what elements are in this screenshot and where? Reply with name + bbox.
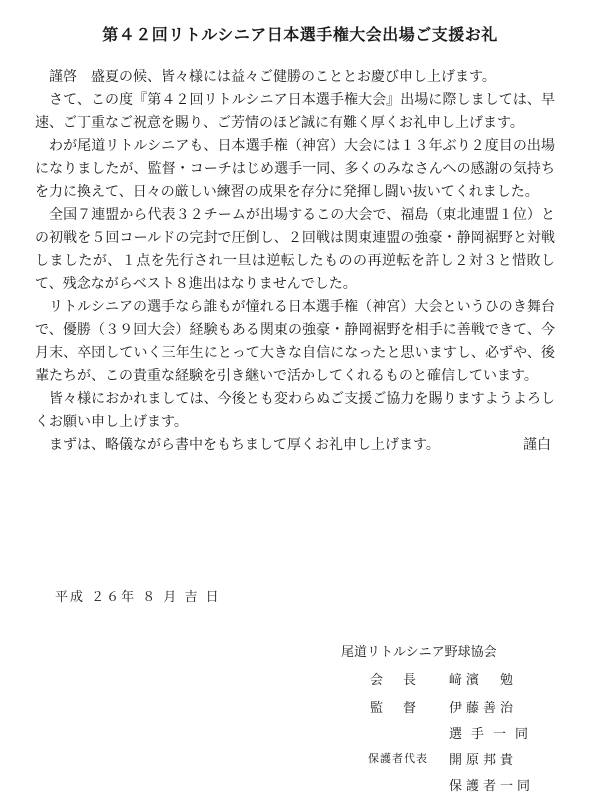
chairman-name: 﨑濱 勉 — [449, 673, 518, 688]
organization-name: 尾道リトルシニア野球協会 — [341, 645, 497, 660]
letter-date: 平成 ２６年 ８ 月 吉 日 — [55, 590, 221, 605]
results-paragraph: 全国７連盟から代表３２チームが出場するこの大会で、福島（東北連盟１位）との初戦を５回コールドの完封で圧倒し、２回戦は関東連盟の強豪・静岡裾野と対戦しましたが、１点を先行され一旦は逆転したものの再逆転を許し２対３と惜敗して、残念ながらベスト８進出はなりませんでした。 — [35, 207, 555, 292]
reflection-paragraph: リトルシニアの選手なら誰もが憧れる日本選手権（神宮）大会というひのき舞台で、優勝（３９回大会）経験もある関東の強豪・静岡裾野を相手に善戦できて、今月末、卒団していく三年生にとって大きな自信になったと思いますし、必ずや、後輩たちが、この貴重な経験を引き継いで活かしてくれるものと確信しています。 — [35, 299, 555, 384]
closing-word: 謹白 — [523, 437, 551, 453]
guardian-role: 保護者代表 — [368, 752, 428, 765]
thanks-paragraph: さて、この度『第４２回リトルシニア日本選手権大会』出場に際しましては、早速、ご丁重なご祝意を賜り、ご芳情のほど誠に有難く厚くお礼申し上げます。 — [35, 92, 555, 131]
manager-name: 伊藤善治 — [449, 701, 518, 716]
chairman-role: 会長 — [370, 673, 437, 688]
closing-line: まずは、略儀ながら書中をもちまして厚くお礼申し上げます。 — [49, 437, 440, 453]
letter-title: 第４２回リトルシニア日本選手権大会出場ご支援お礼 — [102, 25, 498, 44]
letter-body — [35, 66, 555, 457]
greeting-paragraph: 謹啓 盛夏の候、皆々様には益々ご健勝のこととお慶び申し上げます。 — [49, 69, 496, 85]
closing-paragraph — [35, 434, 555, 457]
request-paragraph: 皆々様におかれましては、今後とも変わらぬご支援ご協力を賜りますようよろしくお願い申し上げます。 — [35, 391, 555, 430]
players-signature: 選手一同 — [449, 727, 538, 742]
guardians-signature: 保護者一同 — [449, 779, 535, 794]
guardian-name: 開原邦貴 — [449, 753, 518, 768]
manager-role: 監督 — [370, 701, 437, 716]
participation-paragraph: わが尾道リトルシニアも、日本選手権（神宮）大会には１３年ぶり２度目の出場になりましたが、監督・コーチはじめ選手一同、多くのみなさんへの感謝の気持ちを力に換えて、日々の厳しい練習の成果を存分に発揮し闘い抜いてくれました。 — [35, 138, 555, 200]
